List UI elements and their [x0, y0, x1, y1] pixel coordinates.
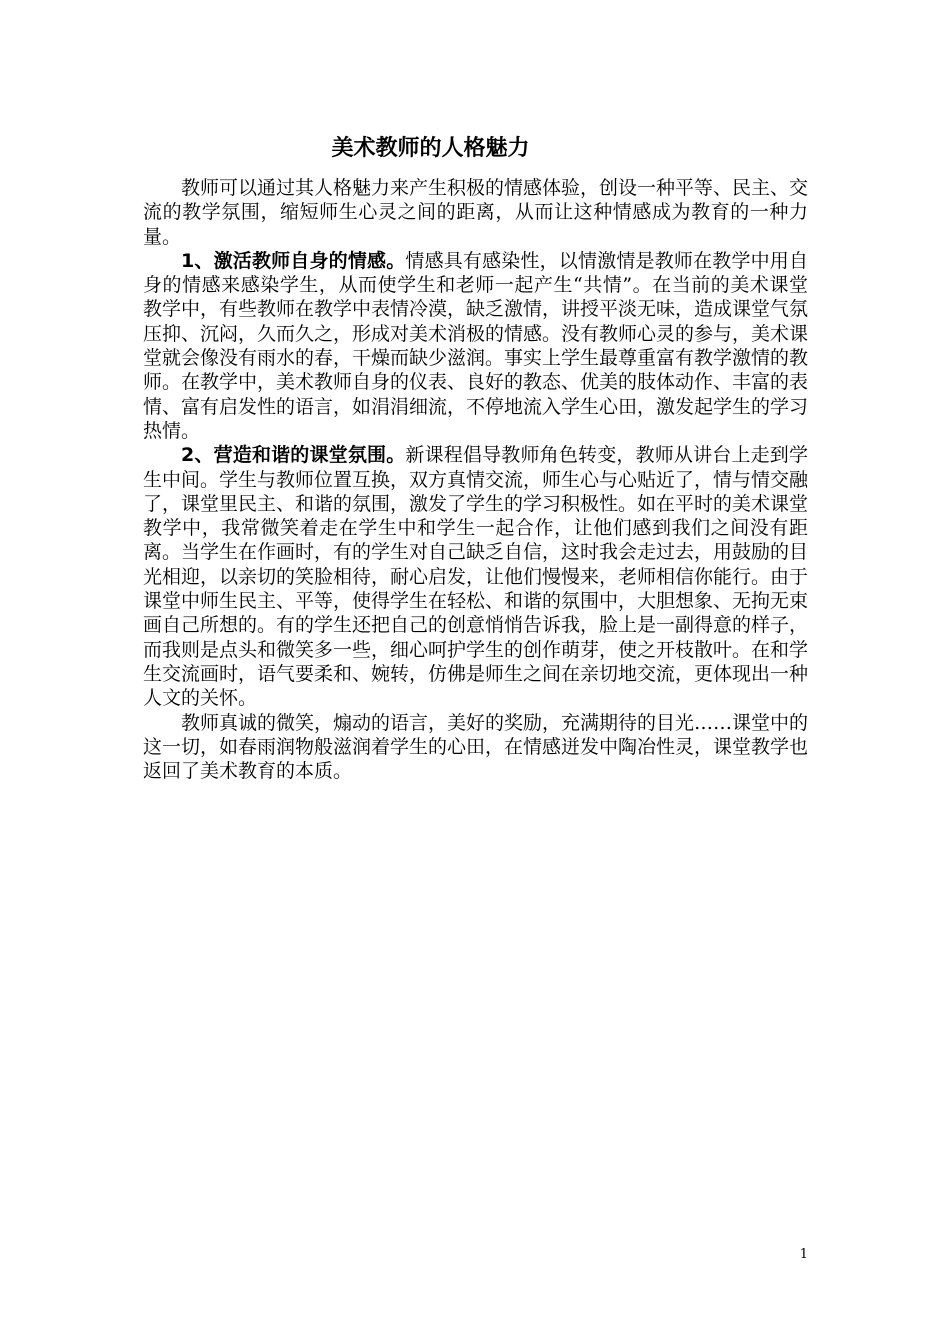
paragraph-section-2	[143, 443, 808, 710]
page-number: 1	[799, 1247, 808, 1262]
paragraph-text: 新课程倡导教师角色转变，教师从讲台上走到学生中间。学生与教师位置互换，双方真情交流，师生心与心贴近了，情与情交融了，课堂里民主、和谐的氛围，激发了学生的学习积极性。如在平时的美术课堂教学中，我常微笑着走在学生中和学生一起合作，让他们感到我们之间没有距离。当学生在作画时，有的学生对自己缺乏自信，这时我会走过去，用鼓励的目光相迎，以亲切的笑脸相待，耐心启发，让他们慢慢来，老师相信你能行。由于课堂中师生民主、平等，使得学生在轻松、和谐的氛围中，大胆想象、无拘无束画自己所想的。有的学生还把自己的创意悄悄告诉我，脸上是一副得意的样子，而我则是点头和微笑多一些，细心呵护学生的创作萌芽，使之开枝散叶。在和学生交流画时，语气要柔和、婉转，仿佛是师生之间在亲切地交流，更体现出一种人文的关怀。	[143, 444, 809, 710]
paragraph-text: 教师可以通过其人格魅力来产生积极的情感体验，创设一种平等、民主、交流的教学氛围，缩短师生心灵之间的距离，从而让这种情感成为教育的一种力量。	[143, 177, 809, 248]
paragraph-text: 教师真诚的微笑，煽动的语言，美好的奖励，充满期待的目光……课堂中的这一切，如春雨润物般滋润着学生的心田，在情感迸发中陶冶性灵，课堂教学也返回了美术教育的本质。	[143, 711, 809, 783]
document-body	[143, 176, 808, 783]
section-heading: 2、营造和谐的课堂氛围。	[181, 444, 406, 467]
paragraph-conclusion	[143, 711, 808, 784]
paragraph-text: 情感具有感染性，以情激情是教师在教学中用自身的情感来感染学生，从而使学生和老师一起产生“共情”。在当前的美术课堂教学中，有些教师在教学中表情冷漠，缺乏激情，讲授平淡无味，造成课堂气氛压抑、沉闷，久而久之，形成对美术消极的情感。没有教师心灵的参与，美术课堂就会像没有雨水的春，干燥而缺少滋润。事实上学生最尊重富有教学激情的教师。在教学中，美术教师自身的仪表、良好的教态、优美的肢体动作、丰富的表情、富有启发性的语言，如涓涓细流，不停地流入学生心田，激发起学生的学习热情。	[143, 249, 809, 442]
paragraph-section-1	[143, 249, 808, 443]
document-title: 美术教师的人格魅力	[331, 136, 530, 161]
section-heading: 1、激活教师自身的情感。	[181, 249, 406, 272]
paragraph-intro	[143, 176, 808, 249]
